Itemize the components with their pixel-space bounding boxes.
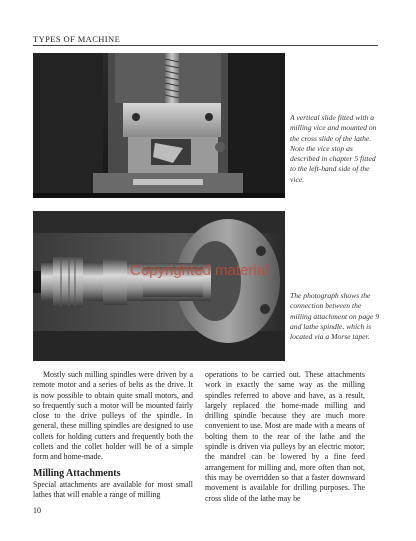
running-head: TYPES OF MACHINE [33, 34, 121, 44]
text-column-right [205, 370, 365, 504]
section-heading: Milling Attachments [33, 467, 121, 479]
photo-vertical-slide [33, 53, 285, 198]
header-rule [33, 45, 378, 46]
body-paragraph: Special attachments are available for most small lathes that will enable a range of milling [33, 479, 193, 500]
page-number: 10 [33, 506, 41, 515]
text-column-left [33, 370, 193, 501]
photo-lathe-spindle [33, 211, 285, 361]
body-paragraph: Mostly such milling spindles were driven by a remote motor and a series of belts as the drive. It is now possible to obtain quite small motors, and so frequently such a motor will be mounted fairly close to the drive pulleys of the spindle. In general, these milling spindles are designed to use collets for holding cutters and frequently both the collets and the collet holder will be of a simple form and home-made. [33, 370, 193, 462]
copyright-watermark: Copyrighted material [130, 262, 269, 279]
body-paragraph: operations to be carried out. These attachments work in exactly the same way as the milling spindles referred to above and have, as a result, largely replaced the home-made milling and drilling spindle because they are much more convenient to use. Most are made with a means of bolting them to the rear of the lathe and the spindle is driven via pulleys by an electric motor; the mandrel can be lowered by a fine feed arrangement for milling and, more often than not, this may be overridden so that a faster downward movement is available for drilling purposes. The cross slide of the lathe may be [205, 370, 365, 503]
figure-caption: The photograph shows the connection between the milling attachment on page 9 and lathe spindle, which is located via a Morse taper. [290, 291, 380, 342]
figure-caption: A vertical slide fitted with a milling vice and mounted on the cross slide of the lathe. Note the vice stop as described in chapter 5 fitted to the left-hand side of the vice. [290, 113, 377, 184]
